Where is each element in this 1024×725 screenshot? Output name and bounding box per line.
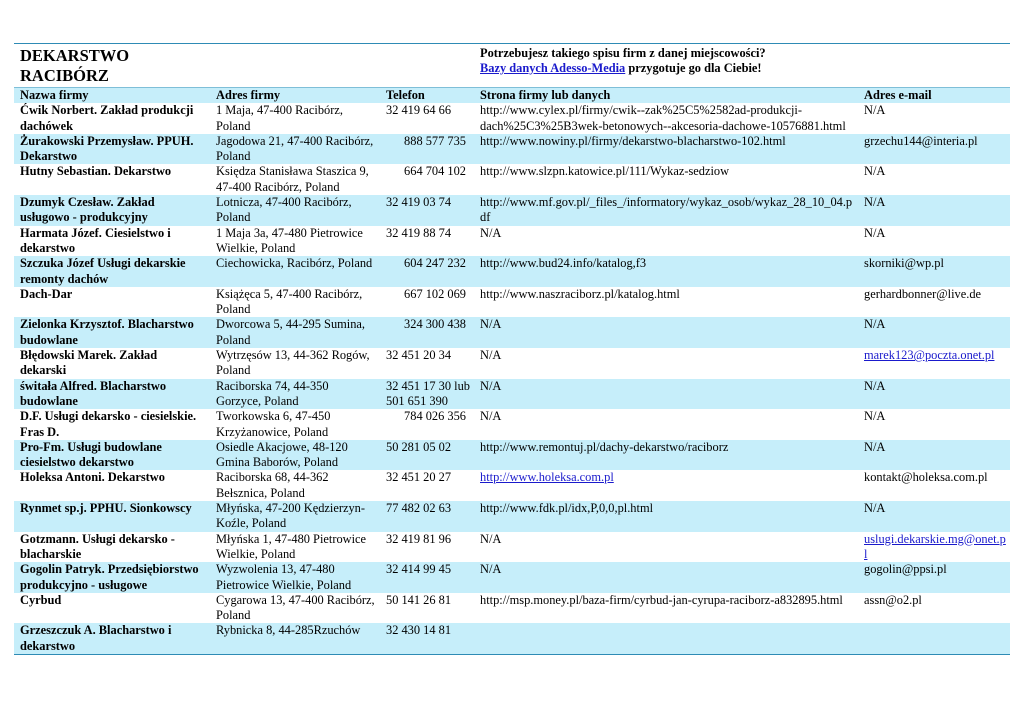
company-address-cell: Książęca 5, 47-400 Racibórz, Poland [216,286,363,317]
company-list-sheet [14,43,1010,655]
company-email-cell-link[interactable]: marek123@poczta.onet.pl [864,348,995,363]
company-name-cell: Gogolin Patryk. Przedsiębiorstwo produkcyjno - usługowe [14,562,210,593]
col-header-name: Nazwa firmy [14,88,210,104]
company-email-cell: N/A [858,379,1010,410]
company-email-cell: N/A [864,103,886,118]
col-header-address: Adres firmy [210,88,380,104]
table-row [14,348,1010,379]
company-phone-cell: 32 419 03 74 [380,195,474,226]
company-address-cell: Wytrzęsów 13, 44-362 Rogów, Poland [216,348,370,378]
company-name-cell: Ćwik Norbert. Zakład produkcji dachówek [20,103,194,133]
company-email-cell: N/A [864,225,886,240]
company-name-cell: Błędowski Marek. Zakład dekarski [20,348,158,378]
company-website-cell [474,623,858,654]
company-email-cell: gerhardbonner@live.de [864,286,982,301]
col-header-website: Strona firmy lub danych [474,88,858,104]
company-email-cell: N/A [864,164,886,179]
company-phone-cell: 50 141 26 81 [386,592,452,607]
company-website-cell: N/A [480,348,502,363]
company-email-cell: gogolin@ppsi.pl [858,562,1010,593]
company-email-cell: N/A [858,195,1010,226]
company-address-cell: Wyzwolenia 13, 47-480 Pietrowice Wielkie, Poland [210,562,380,593]
table-row [14,287,1010,318]
company-name-cell: Pro-Fm. Usługi budowlane ciesielstwo dekarstwo [14,440,210,471]
company-name-cell: Harmata Józef. Ciesielstwo i dekarstwo [20,225,171,255]
company-website-cell: http://www.bud24.info/katalog,f3 [474,256,858,287]
company-name-cell: Dach-Dar [20,286,73,301]
company-name-cell: Zielonka Krzysztof. Blacharstwo budowlane [14,317,210,348]
company-phone-cell: 32 451 20 27 [386,470,452,485]
company-name-cell: świtała Alfred. Blacharstwo budowlane [14,379,210,410]
company-email-cell [858,623,1010,654]
doc-title-line1: DEKARSTWO [20,46,130,65]
company-address-cell: Raciborska 68, 44-362 Bełsznica, Poland [216,470,329,500]
table-row [14,317,1010,348]
promo-link[interactable]: Bazy danych Adesso-Media [480,61,626,75]
doc-title-line2: RACIBÓRZ [20,66,109,85]
company-phone-cell: 32 451 20 34 [386,348,452,363]
company-address-cell: Dworcowa 5, 44-295 Sumina, Poland [210,317,380,348]
column-header-row [14,88,1010,104]
doc-title-cell [14,44,474,88]
company-phone-cell: 77 482 02 63 [380,501,474,532]
company-email-cell [858,532,1010,563]
col-header-email: Adres e-mail [858,88,1010,104]
company-phone-cell: 32 414 99 45 [380,562,474,593]
company-address-cell: Młyńska, 47-200 Kędzierzyn-Koźle, Poland [210,501,380,532]
company-website-cell [474,470,858,501]
company-address-cell: Cygarowa 13, 47-400 Racibórz, Poland [216,592,375,623]
title-row [14,44,1010,88]
table-row [14,470,1010,501]
company-name-cell: Holeksa Antoni. Dekarstwo [20,470,165,485]
company-address-cell: 1 Maja 3a, 47-480 Pietrowice Wielkie, Poland [216,225,363,255]
company-email-cell: N/A [858,440,1010,471]
company-website-cell: N/A [480,225,502,240]
company-website-cell: http://www.nowiny.pl/firmy/dekarstwo-blacharstwo-102.html [474,134,858,165]
company-phone-cell: 32 419 64 66 [386,103,452,118]
company-website-cell: N/A [480,409,502,424]
company-phone-cell: 888 577 735 [380,134,474,165]
company-name-cell: Żurakowski Przemysław. PPUH. Dekarstwo [14,134,210,165]
company-phone-cell: 324 300 438 [380,317,474,348]
company-phone-cell: 32 419 88 74 [386,225,452,240]
company-website-cell: http://www.fdk.pl/idx,P,0,0,pl.html [474,501,858,532]
company-address-cell: Osiedle Akacjowe, 48-120 Gmina Baborów, Poland [210,440,380,471]
company-website-cell: http://msp.money.pl/baza-firm/cyrbud-jan-cyrupa-raciborz-a832895.html [480,592,843,607]
company-website-cell: N/A [474,562,858,593]
promo-question: Potrzebujesz takiego spisu firm z danej miejscowości? [480,46,766,60]
promo-cell [474,44,1010,88]
company-website-cell: N/A [480,531,502,546]
company-name-cell: Dzumyk Czesław. Zakład usługowo - produkcyjny [14,195,210,226]
table-row [14,164,1010,195]
company-address-cell: Lotnicza, 47-400 Racibórz, Poland [210,195,380,226]
table-row [14,532,1010,563]
company-phone-cell: 32 451 17 30 lub 501 651 390 [380,379,474,410]
company-address-cell: Księdza Stanisława Staszica 9, 47-400 Racibórz, Poland [216,164,369,194]
company-address-cell: Ciechowicka, Racibórz, Poland [210,256,380,287]
company-email-cell: grzechu144@interia.pl [858,134,1010,165]
company-phone-cell: 32 419 81 96 [386,531,452,546]
table-row [14,195,1010,226]
promo-rest: przygotuje go dla Ciebie! [625,61,762,75]
company-name-cell: Szczuka Józef Usługi dekarskie remonty dachów [14,256,210,287]
company-email-cell: N/A [858,501,1010,532]
doc-title [20,46,470,86]
table-row [14,593,1010,624]
company-address-cell: 1 Maja, 47-400 Racibórz, Poland [216,103,343,133]
promo-text [480,46,1006,76]
company-address-cell: Tworkowska 6, 47-450 Krzyżanowice, Poland [216,409,331,439]
table-row [14,623,1010,654]
table-row [14,501,1010,532]
company-email-cell: skorniki@wp.pl [858,256,1010,287]
company-email-cell-link[interactable]: uslugi.dekarskie.mg@onet.pl [864,531,1006,561]
company-phone-cell: 50 281 05 02 [380,440,474,471]
company-phone-cell: 604 247 232 [380,256,474,287]
table-row [14,103,1010,134]
table-row [14,409,1010,440]
company-website-cell: N/A [474,317,858,348]
company-website-cell: http://www.remontuj.pl/dachy-dekarstwo/raciborz [474,440,858,471]
table-row [14,256,1010,287]
company-email-cell: N/A [858,317,1010,348]
company-website-cell: http://www.cylex.pl/firmy/cwik--zak%25C5%2582ad-produkcji-dach%25C3%25B3wek-betonowych--akcesoria-dachowe-10576881.html [480,103,846,133]
company-name-cell: Rynmet sp.j. PPHU. Sionkowscy [14,501,210,532]
company-address-cell: Jagodowa 21, 47-400 Racibórz, Poland [210,134,380,165]
company-phone-cell: 784 026 356 [404,409,466,424]
company-email-cell [858,348,1010,379]
company-table [14,43,1010,655]
company-website-cell: N/A [474,379,858,410]
company-email-cell: kontakt@holeksa.com.pl [864,470,988,485]
table-row [14,562,1010,593]
company-website-cell: http://www.slzpn.katowice.pl/111/Wykaz-sedziow [480,164,730,179]
company-address-cell: Rybnicka 8, 44-285Rzuchów [210,623,380,654]
company-name-cell: D.F. Usługi dekarsko - ciesielskie. Fras D. [20,409,197,439]
company-website-cell: http://www.mf.gov.pl/_files_/informatory/wykaz_osob/wykaz_28_10_04.pdf [474,195,858,226]
company-phone-cell: 667 102 069 [404,286,466,301]
company-phone-cell: 32 430 14 81 [380,623,474,654]
company-name-cell: Gotzmann. Usługi dekarsko - blacharskie [20,531,175,561]
company-address-cell: Młyńska 1, 47-480 Pietrowice Wielkie, Poland [216,531,367,561]
table-row [14,134,1010,165]
company-website-cell-link[interactable]: http://www.holeksa.com.pl [480,470,614,485]
company-phone-cell: 664 704 102 [404,164,466,179]
company-name-cell: Grzeszczuk A. Blacharstwo i dekarstwo [14,623,210,654]
company-name-cell: Hutny Sebastian. Dekarstwo [20,164,172,179]
company-email-cell: N/A [864,409,886,424]
col-header-phone: Telefon [380,88,474,104]
company-name-cell: Cyrbud [20,592,62,607]
company-address-cell: Raciborska 74, 44-350 Gorzyce, Poland [210,379,380,410]
company-email-cell: assn@o2.pl [864,592,922,607]
table-row [14,379,1010,410]
company-website-cell: http://www.naszraciborz.pl/katalog.html [480,286,680,301]
table-row [14,226,1010,257]
table-row [14,440,1010,471]
